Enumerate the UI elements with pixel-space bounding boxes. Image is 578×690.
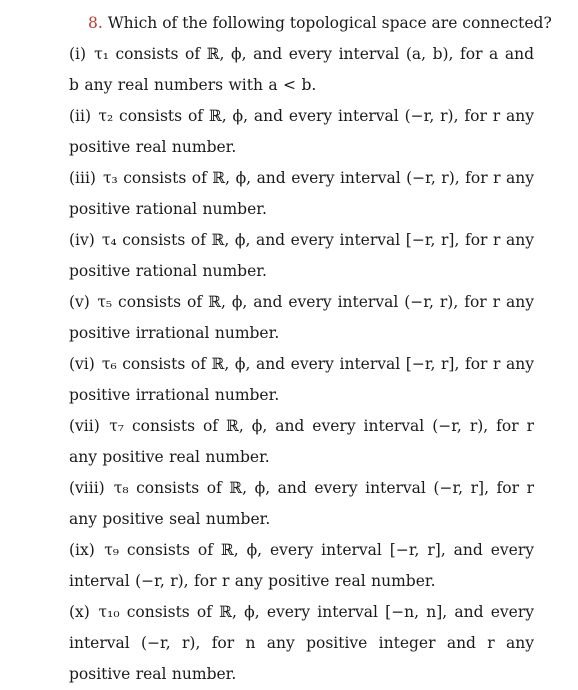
option-text: τ₁ consists of ℝ, ϕ, and every interval (a, b), for a and b any real numbers with a < b. xyxy=(69,45,534,94)
option-ix xyxy=(69,535,534,597)
option-x xyxy=(69,597,534,690)
option-label: (viii) xyxy=(69,479,105,497)
option-text: τ₉ consists of ℝ, ϕ, every interval [−r, r], and every interval (−r, r), for r any positive real number. xyxy=(69,541,534,590)
option-i xyxy=(69,39,534,101)
option-label: (i) xyxy=(69,45,87,63)
option-vi xyxy=(69,349,534,411)
option-vii xyxy=(69,411,534,473)
option-label: (ii) xyxy=(69,107,92,125)
option-ii xyxy=(69,101,534,163)
option-text: τ₆ consists of ℝ, ϕ, and every interval [−r, r], for r any positive irrational number. xyxy=(69,355,534,404)
option-text: τ₄ consists of ℝ, ϕ, and every interval [−r, r], for r any positive rational number. xyxy=(69,231,534,280)
question-header xyxy=(88,8,552,39)
option-label: (vii) xyxy=(69,417,100,435)
option-text: τ₇ consists of ℝ, ϕ, and every interval (−r, r), for r any positive real number. xyxy=(69,417,534,466)
question-text: Which of the following topological space are connected? xyxy=(107,14,552,32)
option-iii xyxy=(69,163,534,225)
option-text: τ₅ consists of ℝ, ϕ, and every interval (−r, r), for r any positive irrational number. xyxy=(69,293,534,342)
option-text: τ₁₀ consists of ℝ, ϕ, every interval [−n, n], and every interval (−r, r), for n any positive integer and r any positive real number. xyxy=(69,603,534,683)
option-label: (v) xyxy=(69,293,90,311)
option-label: (iv) xyxy=(69,231,95,249)
option-label: (x) xyxy=(69,603,90,621)
option-text: τ₃ consists of ℝ, ϕ, and every interval (−r, r), for r any positive rational number. xyxy=(69,169,534,218)
option-label: (ix) xyxy=(69,541,95,559)
option-text: τ₈ consists of ℝ, ϕ, and every interval (−r, r], for r any positive seal number. xyxy=(69,479,534,528)
option-iv xyxy=(69,225,534,287)
option-label: (iii) xyxy=(69,169,96,187)
option-label: (vi) xyxy=(69,355,95,373)
option-viii xyxy=(69,473,534,535)
question-number: 8. xyxy=(88,14,103,32)
option-v xyxy=(69,287,534,349)
option-text: τ₂ consists of ℝ, ϕ, and every interval (−r, r), for r any positive real number. xyxy=(69,107,534,156)
